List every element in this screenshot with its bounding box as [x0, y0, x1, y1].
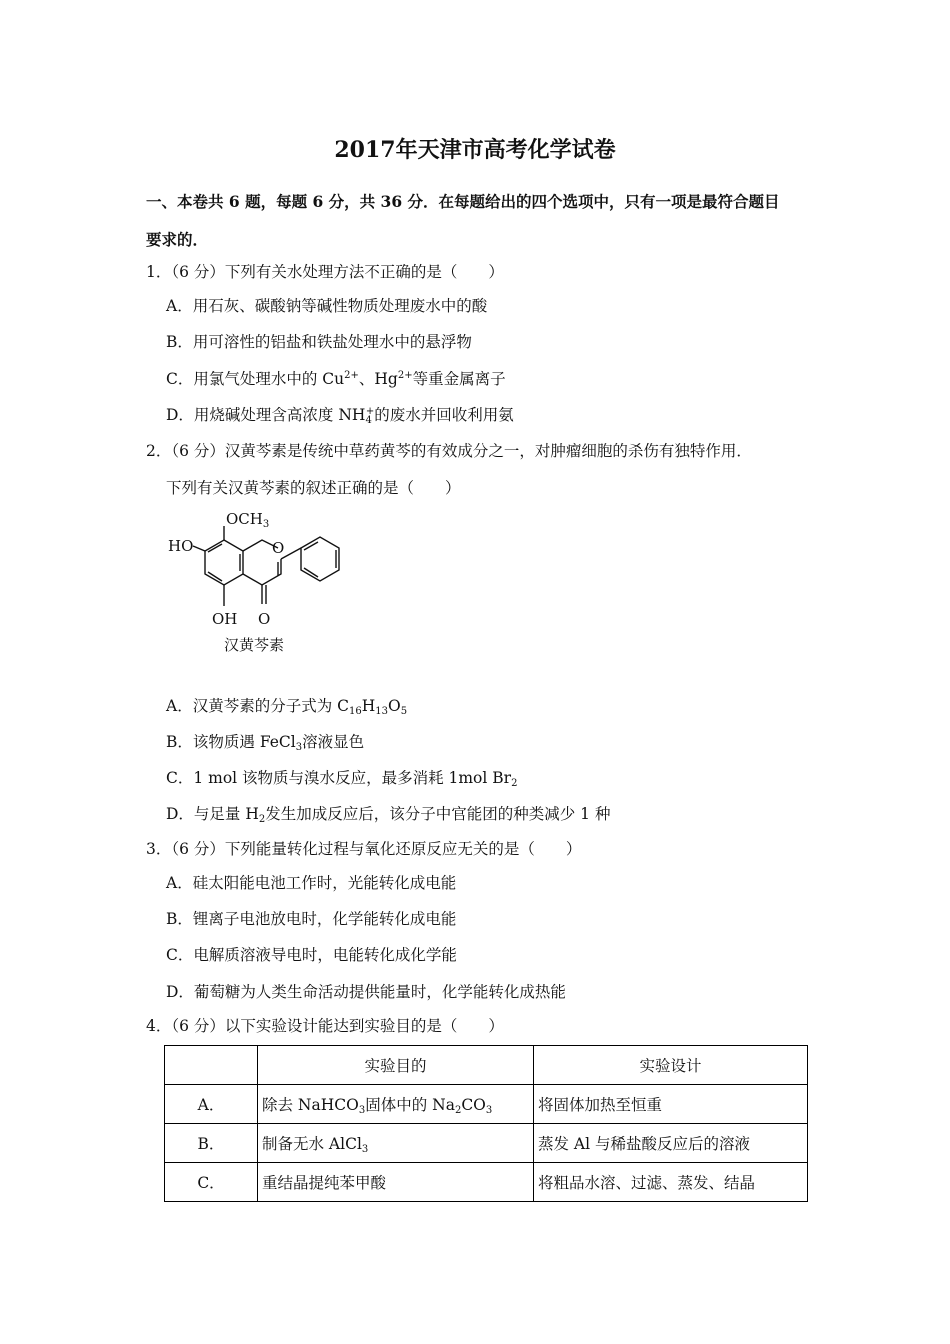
q2-option-b: B．该物质遇 FeCl$_3$溶液显色 [166, 733, 365, 753]
row-purpose: 重结晶提纯苯甲酸 [258, 1163, 534, 1202]
q2-option-c: C．1 mol 该物质与溴水反应，最多消耗 1mol $Br_2$ [166, 769, 518, 789]
q3-option-b: B．锂离子电池放电时，化学能转化成电能 [166, 910, 457, 928]
q2-option-d: D．与足量 $H_2$发生加成反应后，该分子中官能团的种类减少 1 种 [166, 805, 611, 825]
q2-stem-line2: 下列有关汉黄芩素的叙述正确的是（ ） [166, 479, 461, 497]
q1-option-a: A．用石灰、碳酸钠等碱性物质处理废水中的酸 [166, 297, 488, 315]
q3-stem: 3．（6 分）下列能量转化过程与氧化还原反应无关的是（ ） [146, 840, 582, 858]
q1-stem: 1．（6 分）下列有关水处理方法不正确的是（ ） [146, 263, 504, 281]
row-design: 将粗品水溶、过滤、蒸发、结晶 [534, 1163, 808, 1202]
row-purpose: 制备无水 AlCl$_3$ [258, 1124, 534, 1163]
ho-label: HO [168, 537, 194, 555]
q2-stem-line1: 2．（6 分）汉黄芩素是传统中草药黄芩的有效成分之一，对肿瘤细胞的杀伤有独特作用． [146, 442, 752, 460]
och3-label: $OCH_3$ [226, 510, 270, 530]
table-header-row [165, 1046, 808, 1085]
table-row [165, 1163, 808, 1202]
experiment-table [164, 1045, 808, 1202]
row-purpose: 除去 NaHCO$_3$固体中的 $Na_2CO_3$ [258, 1085, 534, 1124]
section-heading-line2: 要求的． [146, 230, 209, 249]
ring-oxygen-label: O [272, 539, 285, 557]
q2-option-a: A．汉黄芩素的分子式为 $C_{16}H_{13}O_5$ [166, 697, 408, 717]
table-row [165, 1124, 808, 1163]
q4-stem: 4．（6 分）以下实验设计能达到实验目的是（ ） [146, 1017, 504, 1035]
section-heading-line1: 一、本卷共 6 题，每题 6 分，共 36 分．在每题给出的四个选项中，只有一项是最符合题目 [146, 192, 780, 211]
q1-option-d: D．用烧碱处理含高浓度 $NH_4^+$的废水并回收利用氨 [166, 406, 514, 426]
row-design: 将固体加热至恒重 [534, 1085, 808, 1124]
table-header-cell: 实验设计 [534, 1046, 808, 1085]
row-label: A． [165, 1085, 258, 1124]
q3-option-c: C．电解质溶液导电时，电能转化成化学能 [166, 946, 457, 964]
q1-option-c: C．用氯气处理水中的 $Cu^{2+}$、$Hg^{2+}$等重金属离子 [166, 370, 506, 388]
table-row [165, 1085, 808, 1124]
table-header-cell: 实验目的 [258, 1046, 534, 1085]
row-label: C． [165, 1163, 258, 1202]
q3-option-d: D．葡萄糖为人类生命活动提供能量时，化学能转化成热能 [166, 983, 566, 1001]
keto-oxygen-label: O [258, 610, 271, 628]
wogonin-structure-figure [166, 504, 366, 656]
row-design: 蒸发 Al 与稀盐酸反应后的溶液 [534, 1124, 808, 1163]
q3-option-a: A．硅太阳能电池工作时，光能转化成电能 [166, 874, 457, 892]
page-title: 2017年天津市高考化学试卷 [334, 137, 616, 163]
table-header-cell [165, 1046, 258, 1085]
oh-label: OH [212, 610, 238, 628]
q1-option-b: B．用可溶性的铝盐和铁盐处理水中的悬浮物 [166, 333, 472, 351]
row-label: B． [165, 1124, 258, 1163]
structure-caption: 汉黄芩素 [224, 636, 285, 654]
